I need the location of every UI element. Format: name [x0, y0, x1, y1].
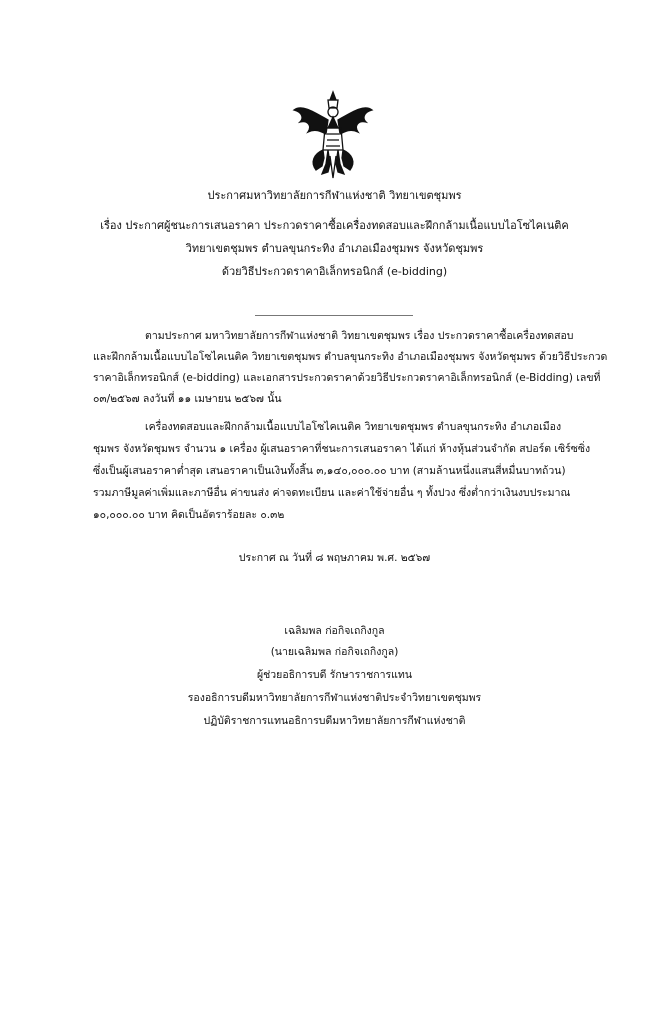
paragraph-2-line-1: เครื่องทดสอบและฝึกกล้ามเนื้อแบบไอโซไคเนติค วิทยาเขตชุมพร ตำบลขุนกระทิง อำเภอเมือง: [145, 421, 562, 433]
paragraph-2-line-3: ซึ่งเป็นผู้เสนอราคาต่ำสุด เสนอราคาเป็นเงินทั้งสิ้น ๓,๑๔๐,๐๐๐.๐๐ บาท (สามล้านหนึ่งแสนสี่หมื่นบาทถ้วน): [93, 465, 566, 477]
subject-line-1: เรื่อง ประกาศผู้ชนะการเสนอราคา ประกวดราคาซื้อเครื่องทดสอบและฝึกกล้ามเนื้อแบบไอโซไคเนติค: [100, 219, 569, 232]
paragraph-1-line-2: และฝึกกล้ามเนื้อแบบไอโซไคเนติค วิทยาเขตชุมพร ตำบลขุนกระทิง อำเภอเมืองชุมพร จังหวัดชุมพร ด้วยวิธีประกวด: [93, 351, 608, 363]
announcement-title: ประกาศมหาวิทยาลัยการกีฬาแห่งชาติ วิทยาเขตชุมพร: [207, 189, 462, 202]
paragraph-1-line-4: ๐๓/๒๕๖๗ ลงวันที่ ๑๑ เมษายน ๒๕๖๗ นั้น: [93, 393, 282, 405]
garuda-emblem-icon: [292, 88, 374, 182]
subject-line-3: ด้วยวิธีประกวดราคาอิเล็กทรอนิกส์ (e-bidding): [221, 265, 448, 278]
paragraph-2-line-5: ๑๐,๐๐๐.๐๐ บาท คิดเป็นอัตราร้อยละ ๐.๓๒: [93, 509, 285, 521]
signer-full-name: (นายเฉลิมพล ก่อกิจเถกิงกูล): [270, 646, 399, 658]
paragraph-2-line-2: ชุมพร จังหวัดชุมพร จำนวน ๑ เครื่อง ผู้เสนอราคาที่ชนะการเสนอราคา ได้แก่ ห้างหุ้นส่วนจำกัด สปอร์ต เซิร์ซซิ่ง: [93, 443, 591, 455]
subject-line-2: วิทยาเขตชุมพร ตำบลขุนกระทิง อำเภอเมืองชุมพร จังหวัดชุมพร: [185, 242, 484, 255]
paragraph-1-line-1: ตามประกาศ มหาวิทยาลัยการกีฬาแห่งชาติ วิทยาเขตชุมพร เรื่อง ประกวดราคาซื้อเครื่องทดสอบ: [145, 330, 574, 342]
signer-position-1: ผู้ช่วยอธิการบดี รักษาราชการแทน: [257, 669, 412, 681]
paragraph-1-line-3: ราคาอิเล็กทรอนิกส์ (e-bidding) และเอกสารประกวดราคาด้วยวิธีประกวดราคาอิเล็กทรอนิกส์ (e-Bidding) เลขที่: [93, 372, 601, 384]
paragraph-2-line-4: รวมภาษีมูลค่าเพิ่มและภาษีอื่น ค่าขนส่ง ค่าจดทะเบียน และค่าใช้จ่ายอื่น ๆ ทั้งปวง ซึ่งต่ำกว่าเงินงบประมาณ: [93, 487, 571, 499]
announcement-date: ประกาศ ณ วันที่ ๘ พฤษภาคม พ.ศ. ๒๕๖๗: [238, 552, 431, 564]
signer-signed-name: เฉลิมพล ก่อกิจเถกิงกูล: [284, 625, 385, 637]
signer-position-2: รองอธิการบดีมหาวิทยาลัยการกีฬาแห่งชาติประจำวิทยาเขตชุมพร: [187, 692, 482, 704]
signer-position-3: ปฏิบัติราชการแทนอธิการบดีมหาวิทยาลัยการกีฬาแห่งชาติ: [203, 715, 466, 727]
divider-line: [255, 315, 413, 316]
